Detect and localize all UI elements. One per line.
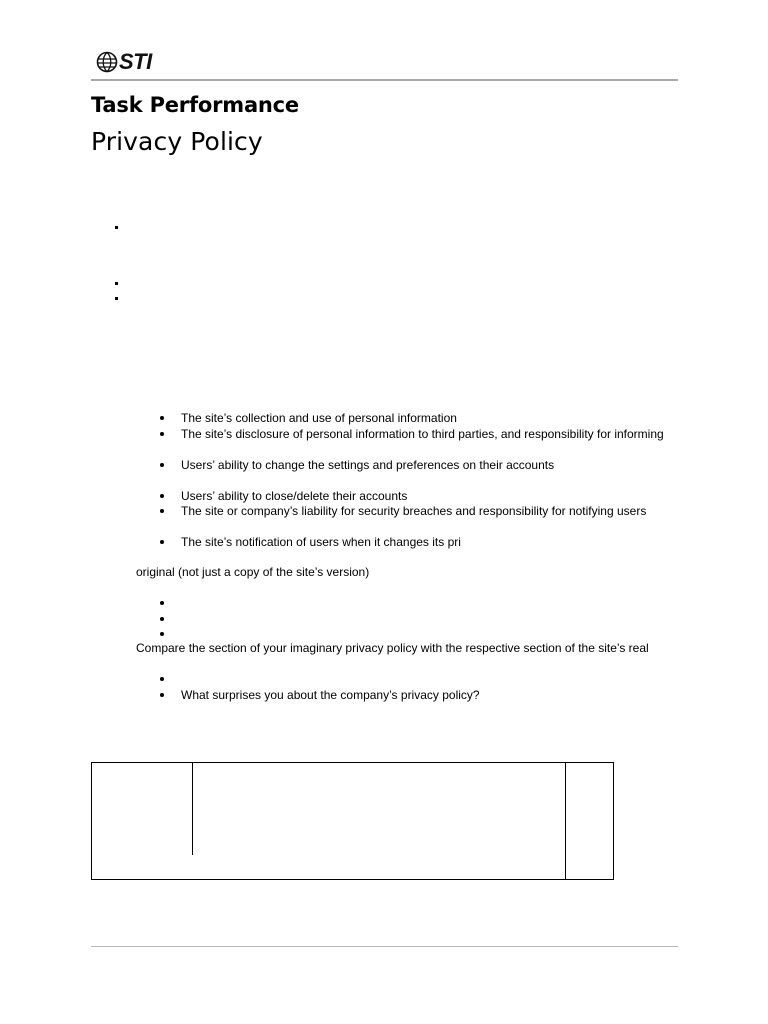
document-title: Privacy Policy [91, 127, 263, 156]
table-column-divider [192, 763, 193, 855]
footer-rule [91, 946, 678, 947]
list-item: What surprises you about the company’s privacy policy? [181, 688, 480, 702]
bullet-dot [160, 540, 164, 544]
bullet-dot [160, 432, 164, 436]
bullet-dot [160, 601, 164, 605]
globe-logo-icon [96, 51, 118, 73]
square-bullet [115, 297, 118, 300]
bullet-dot [160, 632, 164, 636]
bullet-dot [160, 693, 164, 697]
grading-table [91, 762, 614, 880]
sti-logo [96, 46, 176, 78]
list-item: The site’s collection and use of personal information [181, 411, 457, 425]
bullet-dot [160, 617, 164, 621]
logo-text: STI [119, 49, 152, 74]
paragraph-original: original (not just a copy of the site’s version) [136, 565, 370, 579]
bullet-dot [160, 416, 164, 420]
list-item: The site’s notification of users when it changes its pri [181, 535, 461, 549]
header-rule [91, 79, 678, 81]
bullet-dot [160, 509, 164, 513]
paragraph-compare: Compare the section of your imaginary privacy policy with the respective section of the site’s real [136, 641, 649, 655]
table-column-divider [565, 763, 566, 880]
list-item: Users’ ability to change the settings and preferences on their accounts [181, 458, 555, 472]
list-item: The site or company’s liability for security breaches and responsibility for notifying users [181, 504, 647, 518]
bullet-dot [160, 494, 164, 498]
square-bullet [115, 226, 118, 229]
list-item: The site’s disclosure of personal information to third parties, and responsibility for informing [181, 427, 664, 441]
bullet-dot [160, 463, 164, 467]
document-subtitle: Task Performance [91, 93, 299, 117]
square-bullet [115, 282, 118, 285]
bullet-dot [160, 677, 164, 681]
list-item: Users’ ability to close/delete their accounts [181, 489, 408, 503]
